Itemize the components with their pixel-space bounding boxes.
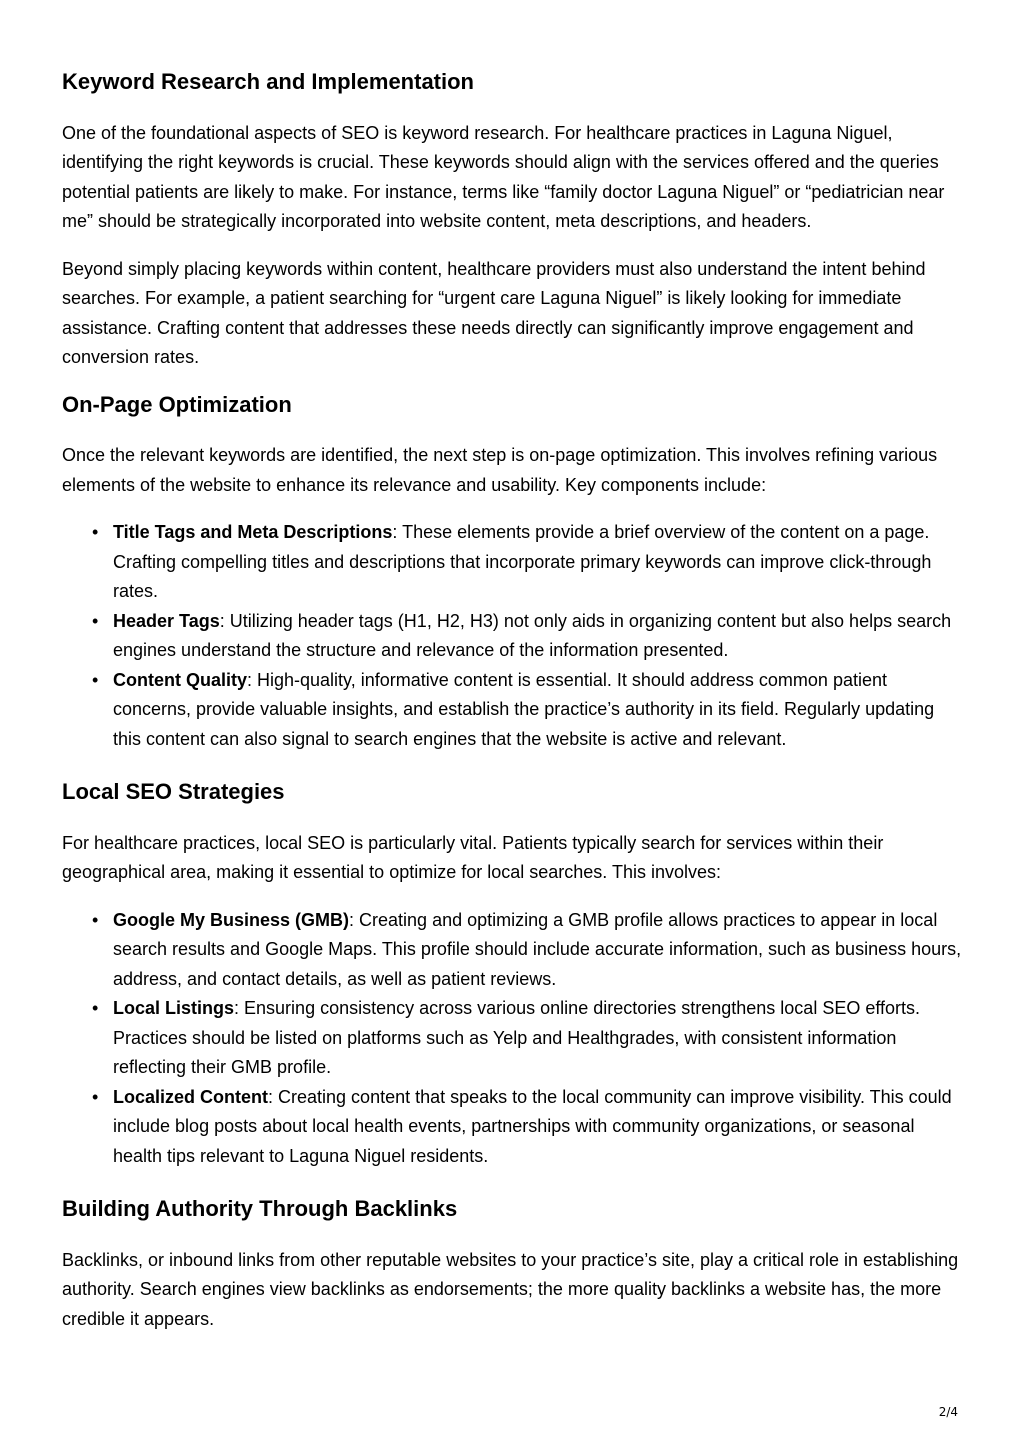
bullet-icon: • — [92, 610, 99, 631]
list-item — [92, 607, 966, 666]
list-item-term: Title Tags and Meta Descriptions — [113, 522, 393, 543]
section-heading: Keyword Research and Implementation — [62, 69, 474, 94]
list-item-text: : High-quality, informative content is essential. It should address common patient concerns, provide valuable insights, and establish the practice’s authority in its field. Regularly updating this content can also signal to search engines that the website is active and relevant. — [113, 669, 935, 749]
list-item — [92, 1083, 966, 1172]
paragraph: Once the relevant keywords are identified, the next step is on-page optimization. This involves refining various elements of the website to enhance its relevance and usability. Key components include: — [62, 445, 938, 495]
section-heading: Building Authority Through Backlinks — [62, 1196, 458, 1222]
bullet-list — [62, 906, 966, 1172]
paragraph: Beyond simply placing keywords within content, healthcare providers must also understand the intent behind searches. For example, a patient searching for “urgent care Laguna Niguel” is likely looking for immediate assistance. Crafting content that addresses these needs directly can significantly improve engagement and conversion rates. — [62, 258, 926, 368]
bullet-icon: • — [92, 522, 99, 543]
paragraph: For healthcare practices, local SEO is particularly vital. Patients typically search for services within their geographical area, making it essential to optimize for local searches. This involves: — [62, 832, 884, 883]
section-backlinks — [62, 1195, 966, 1334]
list-item-term: Header Tags — [113, 610, 220, 631]
bullet-icon: • — [92, 1086, 99, 1107]
list-item-text: : These elements provide a brief overview of the content on a page. Crafting compelling titles and descriptions that incorporate primary keywords can improve click-through rates. — [113, 522, 932, 602]
list-item — [92, 994, 966, 1083]
bullet-list — [62, 518, 966, 754]
list-item-text: : Utilizing header tags (H1, H2, H3) not only aids in organizing content but also helps search engines understand the structure and relevance of the information presented. — [113, 610, 952, 661]
list-item-text: : Creating content that speaks to the local community can improve visibility. This could include blog posts about local health events, partnerships with community organizations, or seasonal health tips relevant to Laguna Niguel residents. — [113, 1086, 952, 1166]
section-local-seo — [62, 778, 966, 1171]
section-heading: On-Page Optimization — [62, 391, 292, 417]
list-item-term: Local Listings — [113, 998, 235, 1019]
list-item-text: : Creating and optimizing a GMB profile allows practices to appear in local search results and Google Maps. This profile should include accurate information, such as business hours, address, and contact details, as well as patient reviews. — [113, 909, 962, 989]
paragraph: One of the foundational aspects of SEO is keyword research. For healthcare practices in Laguna Niguel, identifying the right keywords is crucial. These keywords should align with the services offered and the queries potential patients are likely to make. For instance, terms like “family doctor Laguna Niguel” or “pediatrician near me” should be strategically incorporated into website content, meta descriptions, and headers. — [62, 122, 945, 232]
paragraph: Backlinks, or inbound links from other reputable websites to your practice’s site, play a critical role in establishing authority. Search engines view backlinks as endorsements; the more quality backlinks a website has, the more credible it appears. — [62, 1249, 959, 1329]
list-item — [92, 518, 966, 607]
list-item — [92, 666, 966, 755]
list-item — [92, 906, 966, 995]
bullet-icon: • — [92, 669, 99, 690]
bullet-icon: • — [92, 909, 99, 930]
list-item-text: : Ensuring consistency across various online directories strengthens local SEO efforts. Practices should be listed on platforms such as Yelp and Healthgrades, with consistent information reflecting their GMB profile. — [113, 998, 921, 1078]
list-item-term: Localized Content — [113, 1086, 269, 1107]
section-keyword-research — [62, 68, 966, 373]
list-item-term: Google My Business (GMB) — [113, 909, 350, 930]
bullet-icon: • — [92, 998, 99, 1019]
page-number: 2/4 — [938, 1405, 958, 1419]
list-item-term: Content Quality — [113, 669, 247, 690]
section-on-page-optimization — [62, 391, 966, 755]
section-heading: Local SEO Strategies — [62, 779, 285, 805]
